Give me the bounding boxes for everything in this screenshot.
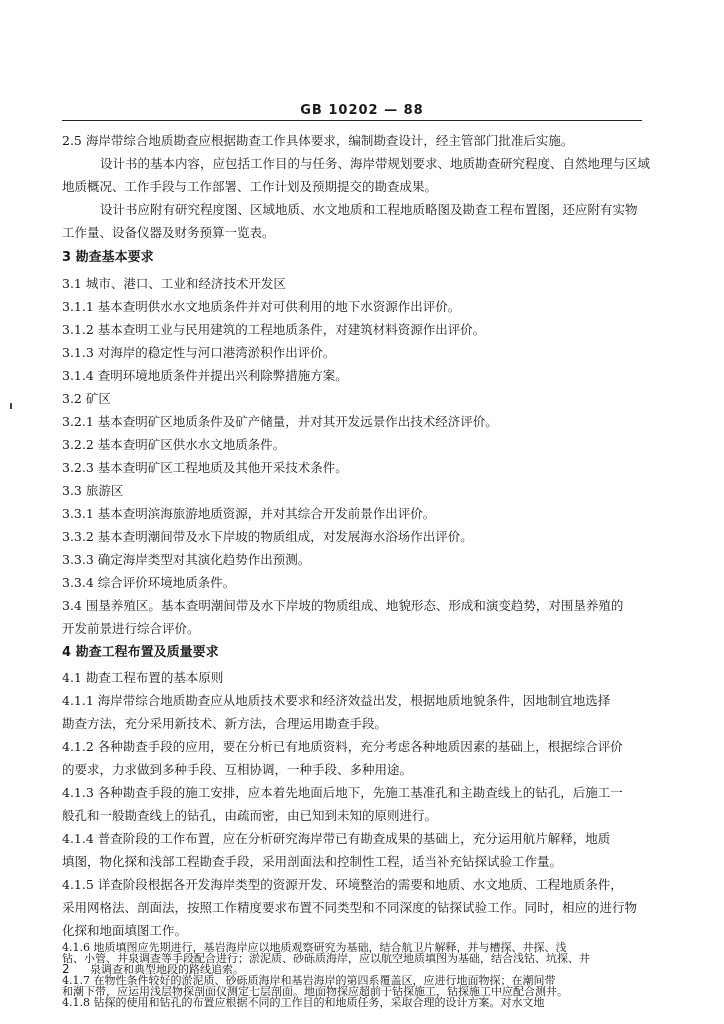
paragraph-line: 和潮下带，应运用浅层物探剖面仪测定七层剖面。地面物探应超前于钻探施工，钻探施工中应配合测井。 <box>62 985 568 998</box>
clause-4-1-2: 4.1.2 各种勘查手段的应用，要在分析已有地质资料，充分考虑各种地质因素的基础上，根据综合评价 <box>62 739 623 754</box>
clause-4-1-7: 4.1.7 在物性条件较好的淤泥质、砂砾质海岸和基岩海岸的第四系覆盖区，应进行地面物探；在潮间带 <box>62 974 556 987</box>
paragraph-line: 工作量、设备仪器及财务预算一览表。 <box>62 225 275 240</box>
clause-4-1-8: 4.1.8 钻探的使用和钻孔的布置应根据不同的工作目的和地质任务，采取合理的设计方案。对水文地 <box>62 996 545 1009</box>
paragraph-line: 泉调查和典型地段的路线追索。 <box>90 963 244 976</box>
clause-3-1-2: 3.1.2 基本查明工业与民用建筑的工程地质条件，对建筑材料资源作出评价。 <box>62 322 486 337</box>
clause-4-1-1: 4.1.1 海岸带综合地质勘查应从地质技术要求和经济效益出发，根据地质地貌条件，因地制宜地选择 <box>62 693 611 708</box>
scan-mark <box>10 403 12 409</box>
paragraph-line: 设计书应附有研究程度图、区域地质、水文地质和工程地质略图及勘查工程布置图，还应附有实物 <box>100 202 638 217</box>
clause-3-1-1: 3.1.1 基本查明供水水文地质条件并对可供利用的地下水资源作出评价。 <box>62 299 461 314</box>
page-number: 2 <box>62 962 70 976</box>
section-heading-3: 3 勘查基本要求 <box>62 250 154 265</box>
paragraph-line: 化探和地面填图工作。 <box>62 923 188 938</box>
paragraph-line: 地质概况、工作手段与工作部署、工作计划及预期提交的勘查成果。 <box>62 179 438 194</box>
clause-3-3-1: 3.3.1 基本查明滨海旅游地质资源，并对其综合开发前景作出评价。 <box>62 506 436 521</box>
section-heading-4: 4 勘查工程布置及质量要求 <box>62 645 219 660</box>
clause-4-1: 4.1 勘查工程布置的基本原则 <box>62 670 224 685</box>
header-rule <box>62 120 642 121</box>
clause-4-1-5: 4.1.5 详查阶段根据各开发海岸类型的资源开发、环境整治的需要和地质、水文地质、工程地质条件， <box>62 877 623 892</box>
clause-3-3-2: 3.3.2 基本查明潮间带及水下岸坡的物质组成，对发展海水浴场作出评价。 <box>62 529 473 544</box>
clause-3-3-4: 3.3.4 综合评价环境地质条件。 <box>62 575 236 590</box>
paragraph-line: 开发前景进行综合评价。 <box>62 621 200 636</box>
clause-3-2-2: 3.2.2 基本查明矿区供水水文地质条件。 <box>62 437 286 452</box>
paragraph-line: 勘查方法，充分采用新技术、新方法，合理运用勘查手段。 <box>62 716 388 731</box>
paragraph-line: 填图，物化探和浅部工程勘查手段，采用剖面法和控制性工程，适当补充钻探试验工作量。 <box>62 854 563 869</box>
clause-3-3-3: 3.3.3 确定海岸类型对其演化趋势作出预测。 <box>62 552 311 567</box>
clause-3-1-3: 3.1.3 对海岸的稳定性与河口港湾淤积作出评价。 <box>62 345 336 360</box>
document-header: GB 10202 — 88 <box>300 103 424 118</box>
paragraph-line: 的要求，力求做到多种手段、互相协调，一种手段、多种用途。 <box>62 762 413 777</box>
clause-3-2-1: 3.2.1 基本查明矿区地质条件及矿产储量，并对其开发远景作出技术经济评价。 <box>62 414 498 429</box>
paragraph-line: 设计书的基本内容，应包括工作目的与任务、海岸带规划要求、地质勘查研究程度、自然地理与区域 <box>100 156 651 171</box>
clause-3-3: 3.3 旅游区 <box>62 483 124 498</box>
clause-3-1-4: 3.1.4 查明环境地质条件并提出兴利除弊措施方案。 <box>62 368 348 383</box>
clause-3-2-3: 3.2.3 基本查明矿区工程地质及其他开采技术条件。 <box>62 460 348 475</box>
clause-3-1: 3.1 城市、港口、工业和经济技术开发区 <box>62 276 286 291</box>
clause-4-1-4: 4.1.4 普查阶段的工作布置，应在分析研究海岸带已有勘查成果的基础上，充分运用航片解释，地质 <box>62 831 611 846</box>
paragraph-line: 采用网格法、剖面法，按照工作精度要求布置不同类型和不同深度的钻探试验工作。同时，相应的进行物 <box>62 900 638 915</box>
paragraph-line: 般孔和一般勘查线上的钻孔，由疏而密，由已知到未知的原则进行。 <box>62 808 438 823</box>
clause-3-4: 3.4 围垦养殖区。基本查明潮间带及水下岸坡的物质组成、地貌形态、形成和演变趋势，对围垦养殖的 <box>62 598 624 613</box>
paragraph-2-5: 2.5 海岸带综合地质勘查应根据勘查工作具体要求，编制勘查设计，经主管部门批准后实施。 <box>62 133 574 148</box>
paragraph-line: 钻、小管、井泉调查等手段配合进行；淤泥质、砂砾质海岸，应以航空地质填图为基础，结合浅钻、坑探、井 <box>62 952 590 965</box>
clause-3-2: 3.2 矿区 <box>62 391 111 406</box>
clause-4-1-3: 4.1.3 各种勘查手段的施工安排，应本着先地面后地下，先施工基准孔和主勘查线上的钻孔，后施工一 <box>62 785 623 800</box>
clause-4-1-6: 4.1.6 地质填图应先期进行，基岩海岸应以地质观察研究为基础，结合航卫片解释，并与槽探、井探、浅 <box>62 941 567 954</box>
